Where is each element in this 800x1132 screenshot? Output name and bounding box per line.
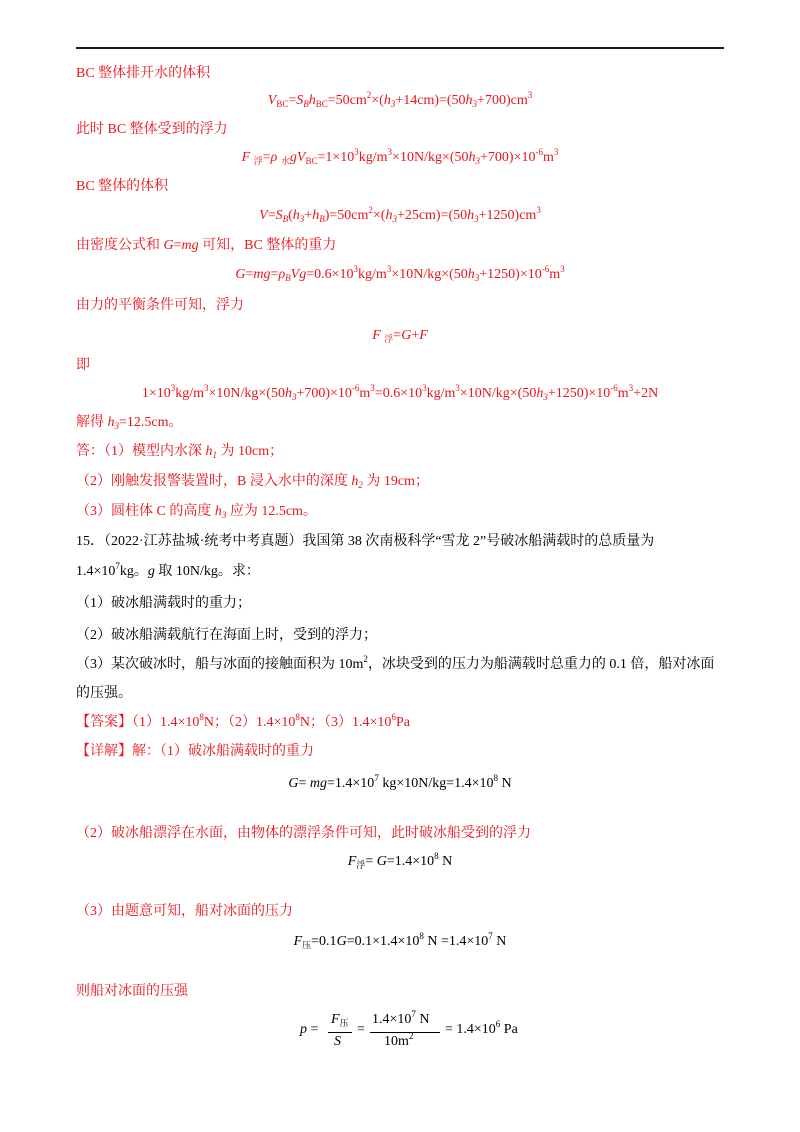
answer-3: （3）圆柱体 C 的高度 $h_3$ 应为 12.5cm。 [76, 504, 317, 520]
pressure-intro-text: 则船对冰面的压强 [76, 984, 188, 999]
text-force-balance [76, 296, 244, 316]
formula-v-bc: $V_{BC}=S_Bh_{BC}=50cm^2\times(h_3+14cm)=(50h_3+700)cm^3$ [267, 90, 533, 109]
solution-intro [76, 742, 314, 762]
text-solve-h3: 解得 $h_3=12.5cm$。 [76, 415, 183, 431]
question-15-text: 15．（2022·江苏盐城·统考中考真题）我国第 38 次南极科学“雪龙 2”号破冰船满载时的总质量为 [76, 534, 655, 549]
bc-buoyancy-label: 此时 BC 整体受到的浮力 [76, 122, 228, 137]
question-15-part-3: （3）某次破冰时，船与冰面的接触面积为 $10m^2$，冰块受到的压力为船满载时总重力的 0.1 倍，船对冰面 [76, 654, 715, 672]
solution-intro-text: 【详解】解：（1）破冰船满载时的重力 [76, 744, 314, 759]
text-bc-volume [76, 177, 168, 197]
fraction-bar [328, 1032, 352, 1033]
bc-displaced-volume-label: BC 整体排开水的体积 [76, 66, 211, 81]
bc-volume-label: BC 整体的体积 [76, 179, 169, 194]
question-15-title [76, 532, 654, 552]
answer-2: （2）刚触发报警装置时，B 浸入水中的深度 $h_2$ 为 19cm； [76, 474, 429, 490]
header-rule [76, 47, 724, 49]
text-namely [76, 356, 90, 376]
formula-g-weight: $G=mg=\rho_BVg=0.6\times 10^3kg/m^3\times 10N/kg\times(50h_3+1250)\times 10^{-6}m^3$ [235, 264, 565, 283]
formula-ship-weight: $G= mg=1.4\times 10^7$ $kg\times 10N/kg=1.4\times 10^8$ N [288, 773, 512, 791]
fraction-bar [370, 1032, 440, 1033]
solution-part-2-text: （2）破冰船漂浮在水面，由物体的漂浮条件可知，此时破冰船受到的浮力 [76, 826, 531, 841]
formula-balance: F $_浮$=G+F [372, 328, 428, 344]
solution-part-2 [76, 824, 531, 844]
text-bc-displaced-volume [76, 64, 210, 84]
formula-ship-buoyancy: $F_浮= G=1.4\times 10^8$ N [347, 851, 453, 870]
force-balance-label: 由力的平衡条件可知，浮力 [76, 298, 244, 313]
question-15-given: $1.4\times 10^7kg$。g 取 10N/kg。求： [76, 561, 260, 579]
question-15-part-1 [76, 594, 251, 614]
question-15-part-2 [76, 626, 377, 646]
text-bc-weight: 由密度公式和 G=mg 可知，BC 整体的重力 [76, 238, 337, 253]
formula-pressure: p = $F_压$ S = $1.4\times 10^7$ N $10m^2$ = $1.4\times 10^6$ Pa [300, 1009, 518, 1049]
solution-part-3 [76, 902, 293, 922]
question-part-2-text: （2）破冰船满载航行在海面上时，受到的浮力； [76, 628, 377, 643]
solution-pressure-intro [76, 982, 188, 1002]
question-part-1-text: （1）破冰船满载时的重力； [76, 596, 251, 611]
formula-v-total: $V=S_B(h_3+h_B)=50cm^2\times(h_3+25cm)=(50h_3+1250)cm^3$ [259, 205, 541, 224]
formula-equation: $1\times 10^3kg/m^3\times 10N/kg\times(50h_3+700)\times 10^{-6}m^3=0.6\times 10^3kg/m^3\times 10N/kg\times(50h_3+1250)\times 10^{-6}m^3+2N$ [141, 383, 659, 402]
formula-f-buoyancy: F $_浮$=ρ $_水gV_{BC}=1\times 10^3kg/m^3\times 10N/kg\times(50h_3+700)\times 10^{-6}m^3$ [241, 147, 559, 166]
solution-part-3-text: （3）由题意可知，船对冰面的压力 [76, 904, 293, 919]
question-part-3-cont-text: 的压强。 [76, 686, 132, 701]
namely-label: 即 [76, 358, 90, 373]
text-bc-buoyancy [76, 120, 228, 140]
question-15-part-3-cont [76, 684, 132, 704]
answer-1: 答：（1）模型内水深 $h_1$ 为 10cm； [76, 444, 284, 460]
formula-pressure-force: $F_压=0.1G=0.1\times 1.4\times 10^8$ $N =1.4\times 10^7$ N [293, 931, 507, 950]
answer-summary: 【答案】$(1)1.4\times 10^8N$；$(2)1.4\times 10^8N$；$(3)1.4\times 10^6Pa$ [76, 712, 410, 730]
